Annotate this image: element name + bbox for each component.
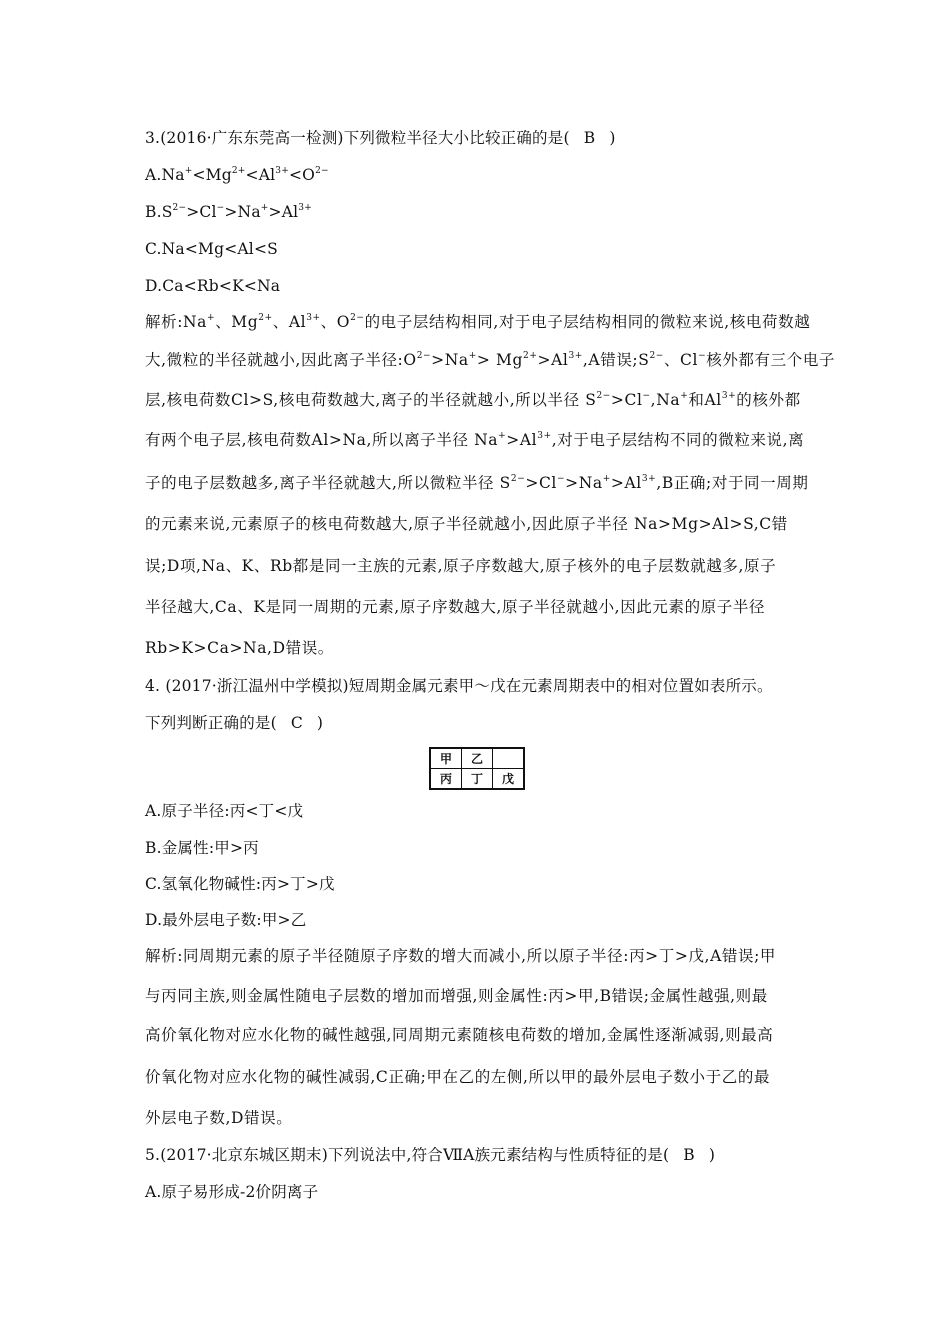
- charge-superscript: 3+: [568, 350, 583, 361]
- q5-option-a: A.原子易形成-2价阴离子: [145, 1183, 319, 1201]
- q4-analysis-line: 解析:同周期元素的原子半径随原子序数的增大而减小,所以原子半径:丙>丁>戊,A错误;甲: [145, 947, 776, 965]
- q4-analysis-line: 与丙同主族,则金属性随电子层数的增加而增强,则金属性:丙>甲,B错误;金属性越强,则最: [145, 987, 768, 1005]
- charge-superscript: 2−: [596, 390, 611, 401]
- text-segment: >Na: [565, 474, 603, 492]
- q4-stem-line2: 下列判断正确的是( C ): [145, 714, 324, 732]
- table-row: [430, 748, 524, 769]
- q4-option-c: C.氢氧化物碱性:丙>丁>戊: [145, 875, 335, 893]
- charge-superscript: 2−: [416, 350, 432, 361]
- text-segment: 和Al: [688, 391, 722, 409]
- text-segment: 、Cl: [663, 351, 699, 369]
- charge-superscript: 3+: [298, 202, 312, 213]
- text-segment: 层,核电荷数Cl>S,核电荷数越大,离子的半径就越小,所以半径 S: [145, 391, 597, 409]
- text-segment: D.Ca<Rb<K<Na: [145, 277, 281, 295]
- charge-superscript: 3+: [306, 312, 321, 323]
- q4-answer: C: [290, 714, 303, 732]
- text-segment: >Al: [506, 431, 538, 449]
- table-cell: 丁: [462, 769, 493, 790]
- charge-superscript: +: [184, 165, 193, 176]
- q4-stem-line1: 4. (2017·浙江温州中学模拟)短周期金属元素甲～戊在元素周期表中的相对位置如表所示。: [145, 677, 773, 695]
- text-segment: 、Mg: [215, 313, 259, 331]
- charge-superscript: 2−: [649, 350, 664, 361]
- charge-superscript: −: [642, 390, 651, 401]
- charge-superscript: 3+: [275, 165, 289, 176]
- q4-analysis-line: 高价氧化物对应水化物的碱性越强,同周期元素随核电荷数的增加,金属性逐渐减弱,则最高: [145, 1026, 774, 1044]
- text-segment: 核外都有三个电子: [706, 351, 836, 369]
- charge-superscript: 2+: [231, 165, 246, 176]
- text-segment: A.Na: [145, 166, 185, 184]
- charge-superscript: +: [260, 202, 269, 213]
- charge-superscript: +: [680, 390, 689, 401]
- table-cell: 乙: [462, 748, 493, 769]
- q3-analysis-line: [145, 350, 835, 370]
- charge-superscript: 2−: [510, 473, 526, 484]
- text-segment: >Na: [224, 203, 261, 221]
- text-segment: Rb>K>Ca>Na,D错误。: [145, 639, 334, 657]
- text-segment: <Mg: [192, 166, 232, 184]
- q3-analysis-line: [145, 556, 776, 576]
- table-cell: [493, 748, 525, 769]
- charge-superscript: 2−: [350, 312, 365, 323]
- text-segment: 解析:Na: [145, 313, 208, 331]
- q5-stem: 5.(2017·北京东城区期末)下列说法中,符合ⅦA族元素结构与性质特征的是( B ): [145, 1146, 716, 1164]
- charge-superscript: −: [556, 473, 566, 484]
- q3-answer: B: [583, 129, 596, 147]
- charge-superscript: 2+: [523, 350, 538, 361]
- q4-analysis-line: 外层电子数,D错误。: [145, 1109, 293, 1127]
- charge-superscript: +: [207, 312, 216, 323]
- text-segment: >Al: [610, 474, 642, 492]
- charge-superscript: 3+: [721, 390, 737, 401]
- text-segment: 、Al: [272, 313, 307, 331]
- text-segment: >Cl: [525, 474, 557, 492]
- charge-superscript: +: [498, 430, 507, 441]
- text-segment: ,A错误;S: [582, 351, 650, 369]
- q3-analysis-line: [145, 514, 788, 534]
- q3-analysis-line: [145, 390, 801, 410]
- q3-analysis-line: [145, 597, 765, 617]
- charge-superscript: −: [698, 350, 707, 361]
- q3-option-d: [145, 276, 280, 296]
- text-segment: 的电子层结构相同,对于电子层结构相同的微粒来说,核电荷数越: [364, 313, 811, 331]
- q3-analysis-line: [145, 312, 810, 332]
- q3-analysis-line: [145, 430, 804, 450]
- text-segment: 子的电子层数越多,离子半径就越大,所以微粒半径 S: [145, 474, 511, 492]
- text-segment: 的元素来说,元素原子的核电荷数越大,原子半径就越小,因此原子半径 Na>Mg>Al>S,C错: [145, 515, 788, 533]
- text-segment: <O: [288, 166, 316, 184]
- text-segment: 半径越大,Ca、K是同一周期的元素,原子序数越大,原子半径就越小,因此元素的原子半径: [145, 598, 766, 616]
- text-segment: 、O: [320, 313, 351, 331]
- text-segment: 误;D项,Na、K、Rb都是同一主族的元素,原子序数越大,原子核外的电子层数就越多,原子: [145, 557, 777, 575]
- text-segment: 有两个电子层,核电荷数Al>Na,所以离子半径 Na: [145, 431, 499, 449]
- q3-stem: 3.(2016·广东东莞高一检测)下列微粒半径大小比较正确的是( B ): [145, 129, 616, 147]
- text-segment: >Al: [537, 351, 569, 369]
- text-segment: <Al: [245, 166, 276, 184]
- q4-analysis-line: 价氧化物对应水化物的碱性减弱,C正确;甲在乙的左侧,所以甲的最外层电子数小于乙的最: [145, 1068, 771, 1086]
- q3-option-b: [145, 202, 312, 222]
- charge-superscript: 3+: [641, 473, 657, 484]
- table-cell: 丙: [430, 769, 462, 790]
- text-segment: ,B正确;对于同一周期: [656, 474, 809, 492]
- q5-answer: B: [683, 1146, 695, 1164]
- table-cell: 戊: [493, 769, 525, 790]
- text-segment: ,Na: [650, 391, 681, 409]
- text-segment: > Mg: [476, 351, 524, 369]
- q3-option-a: [145, 165, 329, 185]
- q4-option-d: D.最外层电子数:甲>乙: [145, 911, 307, 929]
- charge-superscript: 3+: [537, 430, 552, 441]
- text-segment: >Na: [431, 351, 469, 369]
- text-segment: >Cl: [610, 391, 643, 409]
- text-segment: B.S: [145, 203, 173, 221]
- text-segment: ,对于电子层结构不同的微粒来说,离: [551, 431, 805, 449]
- charge-superscript: −: [216, 202, 225, 213]
- table-row: [430, 769, 524, 790]
- charge-superscript: +: [468, 350, 477, 361]
- q4-option-a: A.原子半径:丙<丁<戊: [145, 802, 304, 820]
- q3-analysis-line: [145, 473, 808, 493]
- charge-superscript: 2−: [315, 165, 329, 176]
- text-segment: >Al: [268, 203, 299, 221]
- text-segment: >Cl: [186, 203, 217, 221]
- q3-option-c: [145, 239, 278, 259]
- text-segment: 的核外都: [736, 391, 801, 409]
- q4-option-b: B.金属性:甲>丙: [145, 839, 259, 857]
- q3-analysis-line: [145, 638, 334, 658]
- periodic-position-table: [429, 747, 525, 790]
- text-segment: 大,微粒的半径就越小,因此离子半径:O: [145, 351, 417, 369]
- charge-superscript: 2−: [172, 202, 187, 213]
- text-segment: C.Na<Mg<Al<S: [145, 240, 278, 258]
- charge-superscript: +: [602, 473, 611, 484]
- charge-superscript: 2+: [258, 312, 273, 323]
- table-cell: 甲: [430, 748, 462, 769]
